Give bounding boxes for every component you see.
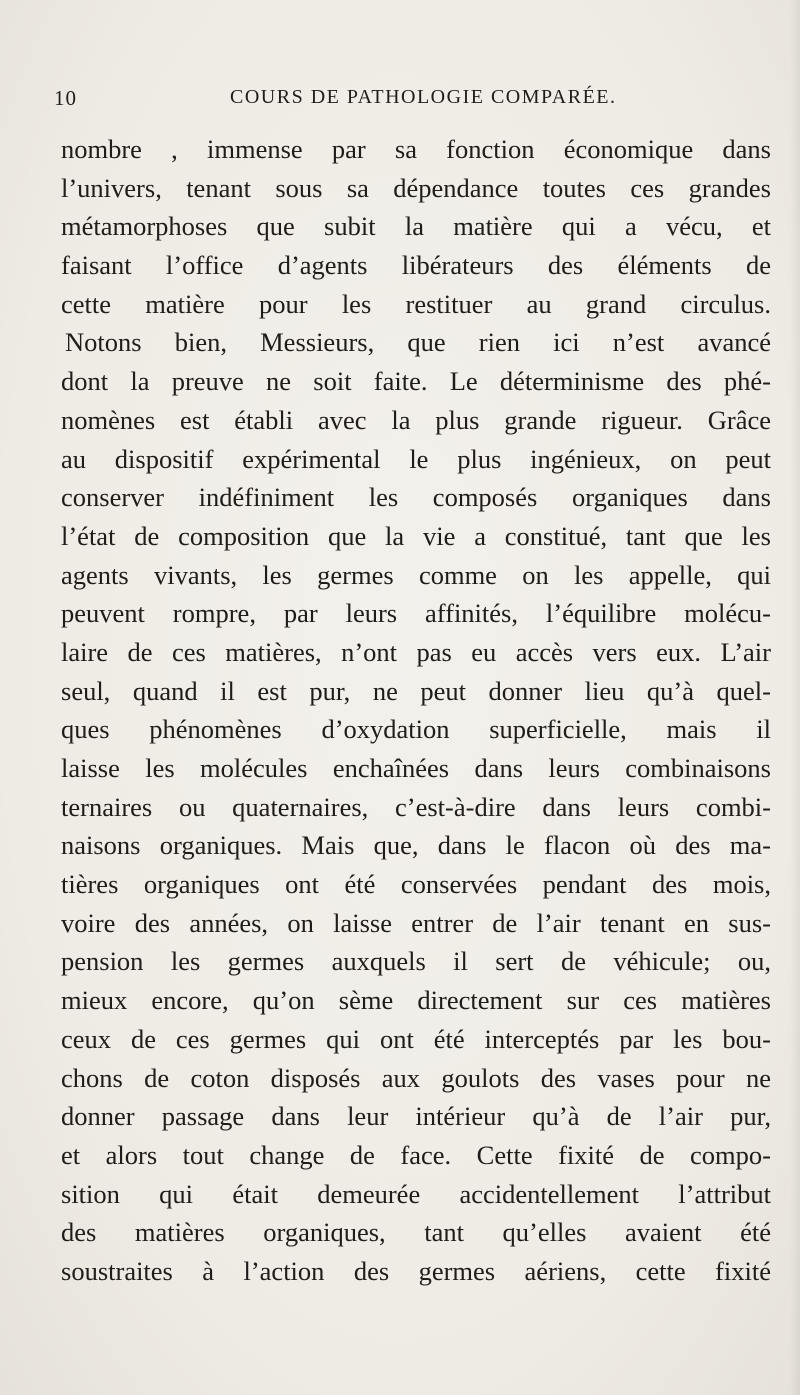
text-line: soustraites à l’action des germes aériens, cette fixité: [61, 1255, 771, 1286]
text-line: et alors tout change de face. Cette fixité de compo-: [61, 1139, 771, 1170]
text-line: mieux encore, qu’on sème directement sur ces matières: [61, 985, 771, 1016]
text-line: des matières organiques, tant qu’elles avaient été: [61, 1217, 771, 1248]
text-line: cette matière pour les restituer au grand circulus.: [61, 288, 771, 319]
text-line: faisant l’office d’agents libérateurs des éléments de: [61, 250, 771, 281]
text-line: ceux de ces germes qui ont été interceptés par les bou-: [61, 1023, 771, 1054]
text-line: ques phénomènes d’oxydation superficielle, mais il: [61, 714, 771, 745]
text-line: ternaires ou quaternaires, c’est-à-dire dans leurs combi-: [61, 791, 771, 822]
text-line: au dispositif expérimental le plus ingénieux, on peut: [61, 443, 771, 474]
text-line: pension les germes auxquels il sert de véhicule; ou,: [61, 946, 771, 977]
text-line: peuvent rompre, par leurs affinités, l’équilibre molécu-: [61, 598, 771, 629]
running-head: COURS DE PATHOLOGIE COMPARÉE.: [230, 86, 617, 108]
text-line: chons de coton disposés aux goulots des vases pour ne: [61, 1062, 771, 1093]
page-edge-shadow: [790, 0, 800, 1395]
text-line: l’univers, tenant sous sa dépendance toutes ces grandes: [61, 172, 771, 203]
body-text: [61, 130, 771, 1291]
text-line: dont la preuve ne soit faite. Le déterminisme des phé-: [61, 366, 771, 397]
page-number: 10: [54, 86, 77, 110]
text-line: l’état de composition que la vie a constitué, tant que les: [61, 520, 771, 551]
text-line: laire de ces matières, n’ont pas eu accès vers eux. L’air: [61, 636, 771, 667]
text-line: agents vivants, les germes comme on les appelle, qui: [61, 559, 771, 590]
text-line: sition qui était demeurée accidentellement l’attribut: [61, 1178, 771, 1209]
text-line: nombre , immense par sa fonction économique dans: [61, 134, 771, 164]
text-line: conserver indéfiniment les composés organiques dans: [61, 482, 771, 513]
text-line: naisons organiques. Mais que, dans le flacon où des ma-: [61, 830, 771, 861]
text-line: laisse les molécules enchaînées dans leurs combinaisons: [61, 753, 771, 783]
text-line: tières organiques ont été conservées pendant des mois,: [61, 869, 771, 900]
page-header: [54, 86, 754, 112]
text-line: donner passage dans leur intérieur qu’à de l’air pur,: [61, 1101, 771, 1132]
text-line: voire des années, on laisse entrer de l’air tenant en sus-: [61, 907, 771, 938]
text-line: métamorphoses que subit la matière qui a vécu, et: [61, 211, 771, 242]
text-line: seul, quand il est pur, ne peut donner lieu qu’à quel-: [61, 675, 771, 706]
text-line: Notons bien, Messieurs, que rien ici n’est avancé: [65, 327, 771, 358]
text-line: nomènes est établi avec la plus grande rigueur. Grâce: [61, 404, 771, 435]
